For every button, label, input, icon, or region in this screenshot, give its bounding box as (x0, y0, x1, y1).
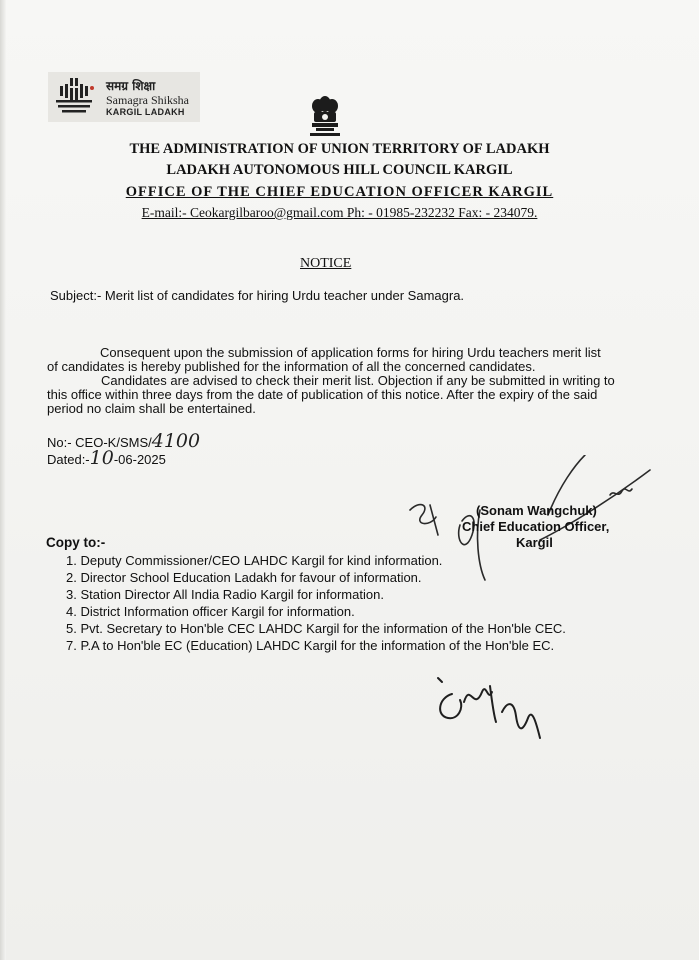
body-line-4: this office within three days from the date of publication of this notice. After the expiry of the said (47, 387, 598, 402)
officer-title: Chief Education Officer, (462, 519, 610, 534)
copy-to-item: 4. District Information officer Kargil for information. (66, 604, 355, 619)
logo-name-text: Samagra Shiksha (106, 93, 189, 107)
copy-to-item: 5. Pvt. Secretary to Hon'ble CEC LAHDC Kargil for the information of the Hon'ble CEC. (66, 621, 566, 636)
reference-date-label: Dated:- (47, 452, 90, 467)
copy-to-item: 3. Station Director All India Radio Kargil for information. (66, 587, 384, 602)
reference-date-rest: -06-2025 (113, 452, 166, 467)
body-line-3: Candidates are advised to check their merit list. Objection if any be submitted in writing to (101, 373, 615, 388)
reference-number-handwritten: 4100 (151, 430, 201, 452)
notice-title: NOTICE (300, 256, 352, 271)
header-contact: E-mail:- Ceokargilbaroo@gmail.com Ph: - 01985-232232 Fax: - 234079. (141, 205, 538, 220)
copy-to-heading: Copy to:- (46, 535, 106, 550)
reference-date-day-handwritten: 10 (89, 447, 114, 469)
handwritten-initials (430, 672, 550, 742)
samagra-shiksha-logo-icon (52, 76, 96, 116)
body-line-1: Consequent upon the submission of application forms for hiring Urdu teachers merit list (100, 345, 601, 360)
logo-place-text: KARGIL LADAKH (106, 107, 185, 117)
notice-subject: Subject:- Merit list of candidates for hiring Urdu teacher under Samagra. (50, 288, 465, 303)
header-council: LADAKH AUTONOMOUS HILL COUNCIL KARGIL (166, 162, 513, 178)
national-emblem-icon (306, 96, 344, 138)
samagra-shiksha-logo (48, 72, 200, 122)
reference-number-label: No:- CEO-K/SMS/ (47, 435, 152, 450)
header-office: OFFICE OF THE CHIEF EDUCATION OFFICER KARGIL (125, 184, 554, 200)
body-line-5: period no claim shall be entertained. (47, 401, 256, 416)
copy-to-item: 2. Director School Education Ladakh for favour of information. (66, 570, 422, 585)
copy-to-item: 1. Deputy Commissioner/CEO LAHDC Kargil for kind information. (66, 553, 443, 568)
body-line-2: of candidates is hereby published for the information of all the concerned candidates. (47, 359, 536, 374)
reference-date (47, 447, 166, 469)
officer-name: (Sonam Wangchuk) (476, 503, 597, 518)
logo-hindi-text: समग्र शिक्षा (106, 79, 156, 93)
officer-place: Kargil (516, 535, 553, 550)
copy-to-list (66, 552, 566, 654)
copy-to-item: 7. P.A to Hon'ble EC (Education) LAHDC Kargil for the information of the Hon'ble EC. (66, 638, 555, 653)
header-administration: THE ADMINISTRATION OF UNION TERRITORY OF LADAKH (129, 141, 550, 157)
